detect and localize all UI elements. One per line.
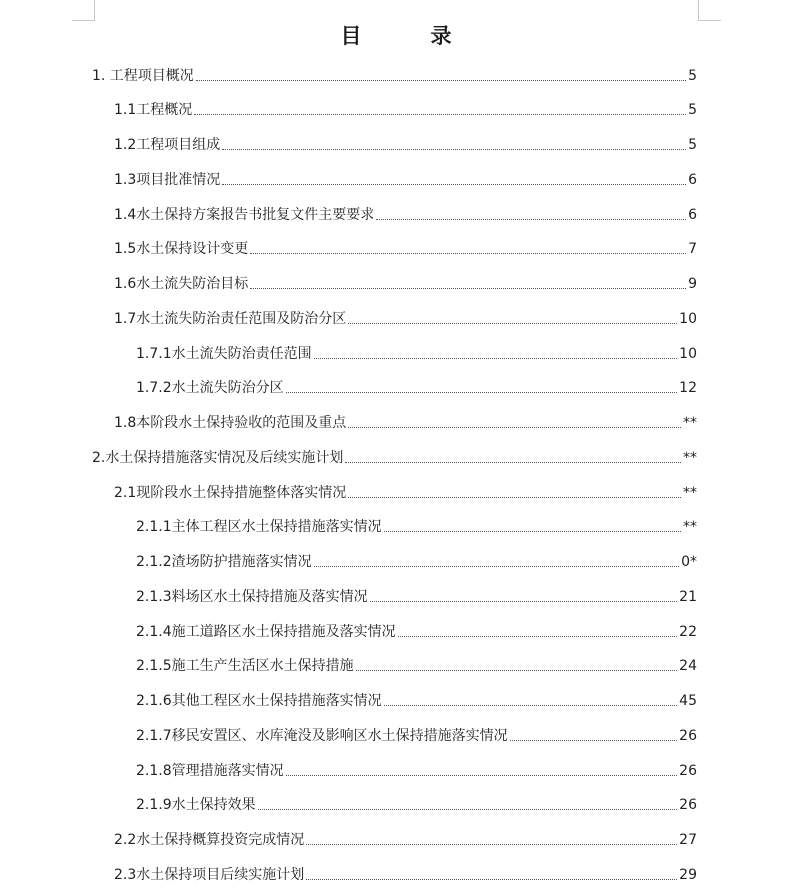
toc-entry-label: 2.3水土保持项目后续实施计划 — [114, 866, 305, 883]
toc-dot-leader — [222, 149, 686, 150]
toc-dot-leader — [348, 427, 681, 428]
toc-dot-leader — [196, 80, 686, 81]
toc-title: 目 录 — [340, 23, 476, 48]
toc-entry[interactable] — [136, 750, 697, 785]
toc-entry-label: 2.1.5施工生产生活区水土保持措施 — [136, 658, 354, 675]
toc-entry[interactable] — [136, 715, 697, 750]
toc-page-number: 5 — [688, 67, 697, 84]
toc-dot-leader — [306, 879, 677, 880]
toc-dot-leader — [306, 844, 677, 845]
toc-entry-label: 2.1.3料场区水土保持措施及落实情况 — [136, 588, 368, 605]
toc-dot-leader — [370, 601, 678, 602]
toc-entry[interactable] — [136, 785, 697, 820]
toc-entry-label: 1.6水土流失防治目标 — [114, 276, 249, 293]
toc-dot-leader — [258, 809, 678, 810]
toc-entry[interactable] — [136, 611, 697, 646]
toc-page-number: 26 — [679, 727, 697, 744]
toc-page-number: 29 — [679, 866, 697, 883]
toc-entry[interactable] — [92, 437, 697, 472]
toc-dot-leader — [348, 497, 681, 498]
toc-entry-label: 1.7.2水土流失防治分区 — [136, 380, 284, 397]
toc-page-number: 0* — [681, 554, 697, 571]
toc-dot-leader — [222, 184, 686, 185]
toc-page-number: 6 — [688, 171, 697, 188]
toc-entry[interactable] — [136, 542, 697, 577]
toc-entry[interactable] — [136, 646, 697, 681]
toc-entry[interactable] — [114, 854, 697, 889]
toc-page-number: ** — [683, 415, 697, 432]
toc-entry-label: 1.5水土保持设计变更 — [114, 241, 249, 258]
toc-page-number: 9 — [688, 276, 697, 293]
toc-entry[interactable] — [114, 194, 697, 229]
toc-dot-leader — [314, 358, 678, 359]
toc-dot-leader — [398, 636, 678, 637]
toc-entry-label: 1.7水土流失防治责任范围及防治分区 — [114, 310, 347, 327]
toc-dot-leader — [510, 740, 678, 741]
toc-page-number: ** — [683, 449, 697, 466]
toc-entry[interactable] — [114, 298, 697, 333]
toc-entry-label: 2.1.6其他工程区水土保持措施落实情况 — [136, 693, 382, 710]
toc-page-number: ** — [683, 484, 697, 501]
toc-entry[interactable] — [114, 472, 697, 507]
toc-entry-label: 1.7.1水土流失防治责任范围 — [136, 345, 312, 362]
toc-entry-label: 1.4水土保持方案报告书批复文件主要要求 — [114, 206, 375, 223]
toc-dot-leader — [384, 705, 678, 706]
toc-page-number: 45 — [679, 693, 697, 710]
toc-entry[interactable] — [114, 264, 697, 299]
toc-page-number: 26 — [679, 762, 697, 779]
toc-page-number: 22 — [679, 623, 697, 640]
toc-entry-label: 2.2水土保持概算投资完成情况 — [114, 832, 305, 849]
toc-page-number: 21 — [679, 588, 697, 605]
margin-corner-mark-left — [72, 0, 95, 21]
toc-dot-leader — [286, 775, 678, 776]
toc-entry-label: 1.2工程项目组成 — [114, 137, 221, 154]
toc-entry-label: 1.3项目批准情况 — [114, 171, 221, 188]
toc-entry[interactable] — [136, 507, 697, 542]
toc-entry-label: 2.1.4施工道路区水土保持措施及落实情况 — [136, 623, 396, 640]
toc-page-number: 10 — [679, 345, 697, 362]
toc-dot-leader — [194, 114, 686, 115]
toc-entry-label: 2.1.2渣场防护措施落实情况 — [136, 554, 312, 571]
toc-entry-label: 1. 工程项目概况 — [92, 67, 194, 84]
toc-dot-leader — [286, 392, 678, 393]
toc-entry[interactable] — [114, 159, 697, 194]
toc-dot-leader — [250, 253, 686, 254]
toc-entry[interactable] — [136, 576, 697, 611]
toc-page-number: 12 — [679, 380, 697, 397]
toc-entry[interactable] — [136, 368, 697, 403]
toc-entry-label: 2.1.9水土保持效果 — [136, 797, 256, 814]
toc-dot-leader — [356, 670, 678, 671]
toc-entry-label: 1.8本阶段水土保持验收的范围及重点 — [114, 415, 347, 432]
toc-page-number: 24 — [679, 658, 697, 675]
toc-entry-label: 1.1工程概况 — [114, 102, 193, 119]
toc-page-number: 10 — [679, 310, 697, 327]
toc-entry[interactable] — [114, 403, 697, 438]
toc-page-number: 5 — [688, 102, 697, 119]
toc-dot-leader — [384, 531, 681, 532]
toc-dot-leader — [376, 219, 686, 220]
toc-dot-leader — [314, 566, 679, 567]
toc-entry[interactable] — [114, 125, 697, 160]
toc-page-number: 6 — [688, 206, 697, 223]
toc-dot-leader — [348, 323, 677, 324]
toc-entry[interactable] — [114, 820, 697, 855]
toc-entry-label: 2.1现阶段水土保持措施整体落实情况 — [114, 484, 347, 501]
toc-entry[interactable] — [114, 229, 697, 264]
toc-page-number: ** — [683, 519, 697, 536]
toc-page-number: 5 — [688, 137, 697, 154]
toc-entry-label: 2.1.7移民安置区、水库淹没及影响区水土保持措施落实情况 — [136, 727, 508, 744]
toc-dot-leader — [250, 288, 686, 289]
toc-page-number: 26 — [679, 797, 697, 814]
toc-entry-label: 2.1.8管理措施落实情况 — [136, 762, 284, 779]
toc-dot-leader — [345, 462, 681, 463]
toc-page-number: 27 — [679, 832, 697, 849]
toc-entry[interactable] — [114, 90, 697, 125]
toc-entry[interactable] — [92, 55, 697, 90]
toc-entry[interactable] — [136, 681, 697, 716]
margin-corner-mark-right — [698, 0, 721, 21]
toc-page-number: 7 — [688, 241, 697, 258]
toc-entry[interactable] — [136, 333, 697, 368]
toc-entry-label: 2.1.1主体工程区水土保持措施落实情况 — [136, 519, 382, 536]
toc-entry-label: 2.水土保持措施落实情况及后续实施计划 — [92, 449, 344, 466]
